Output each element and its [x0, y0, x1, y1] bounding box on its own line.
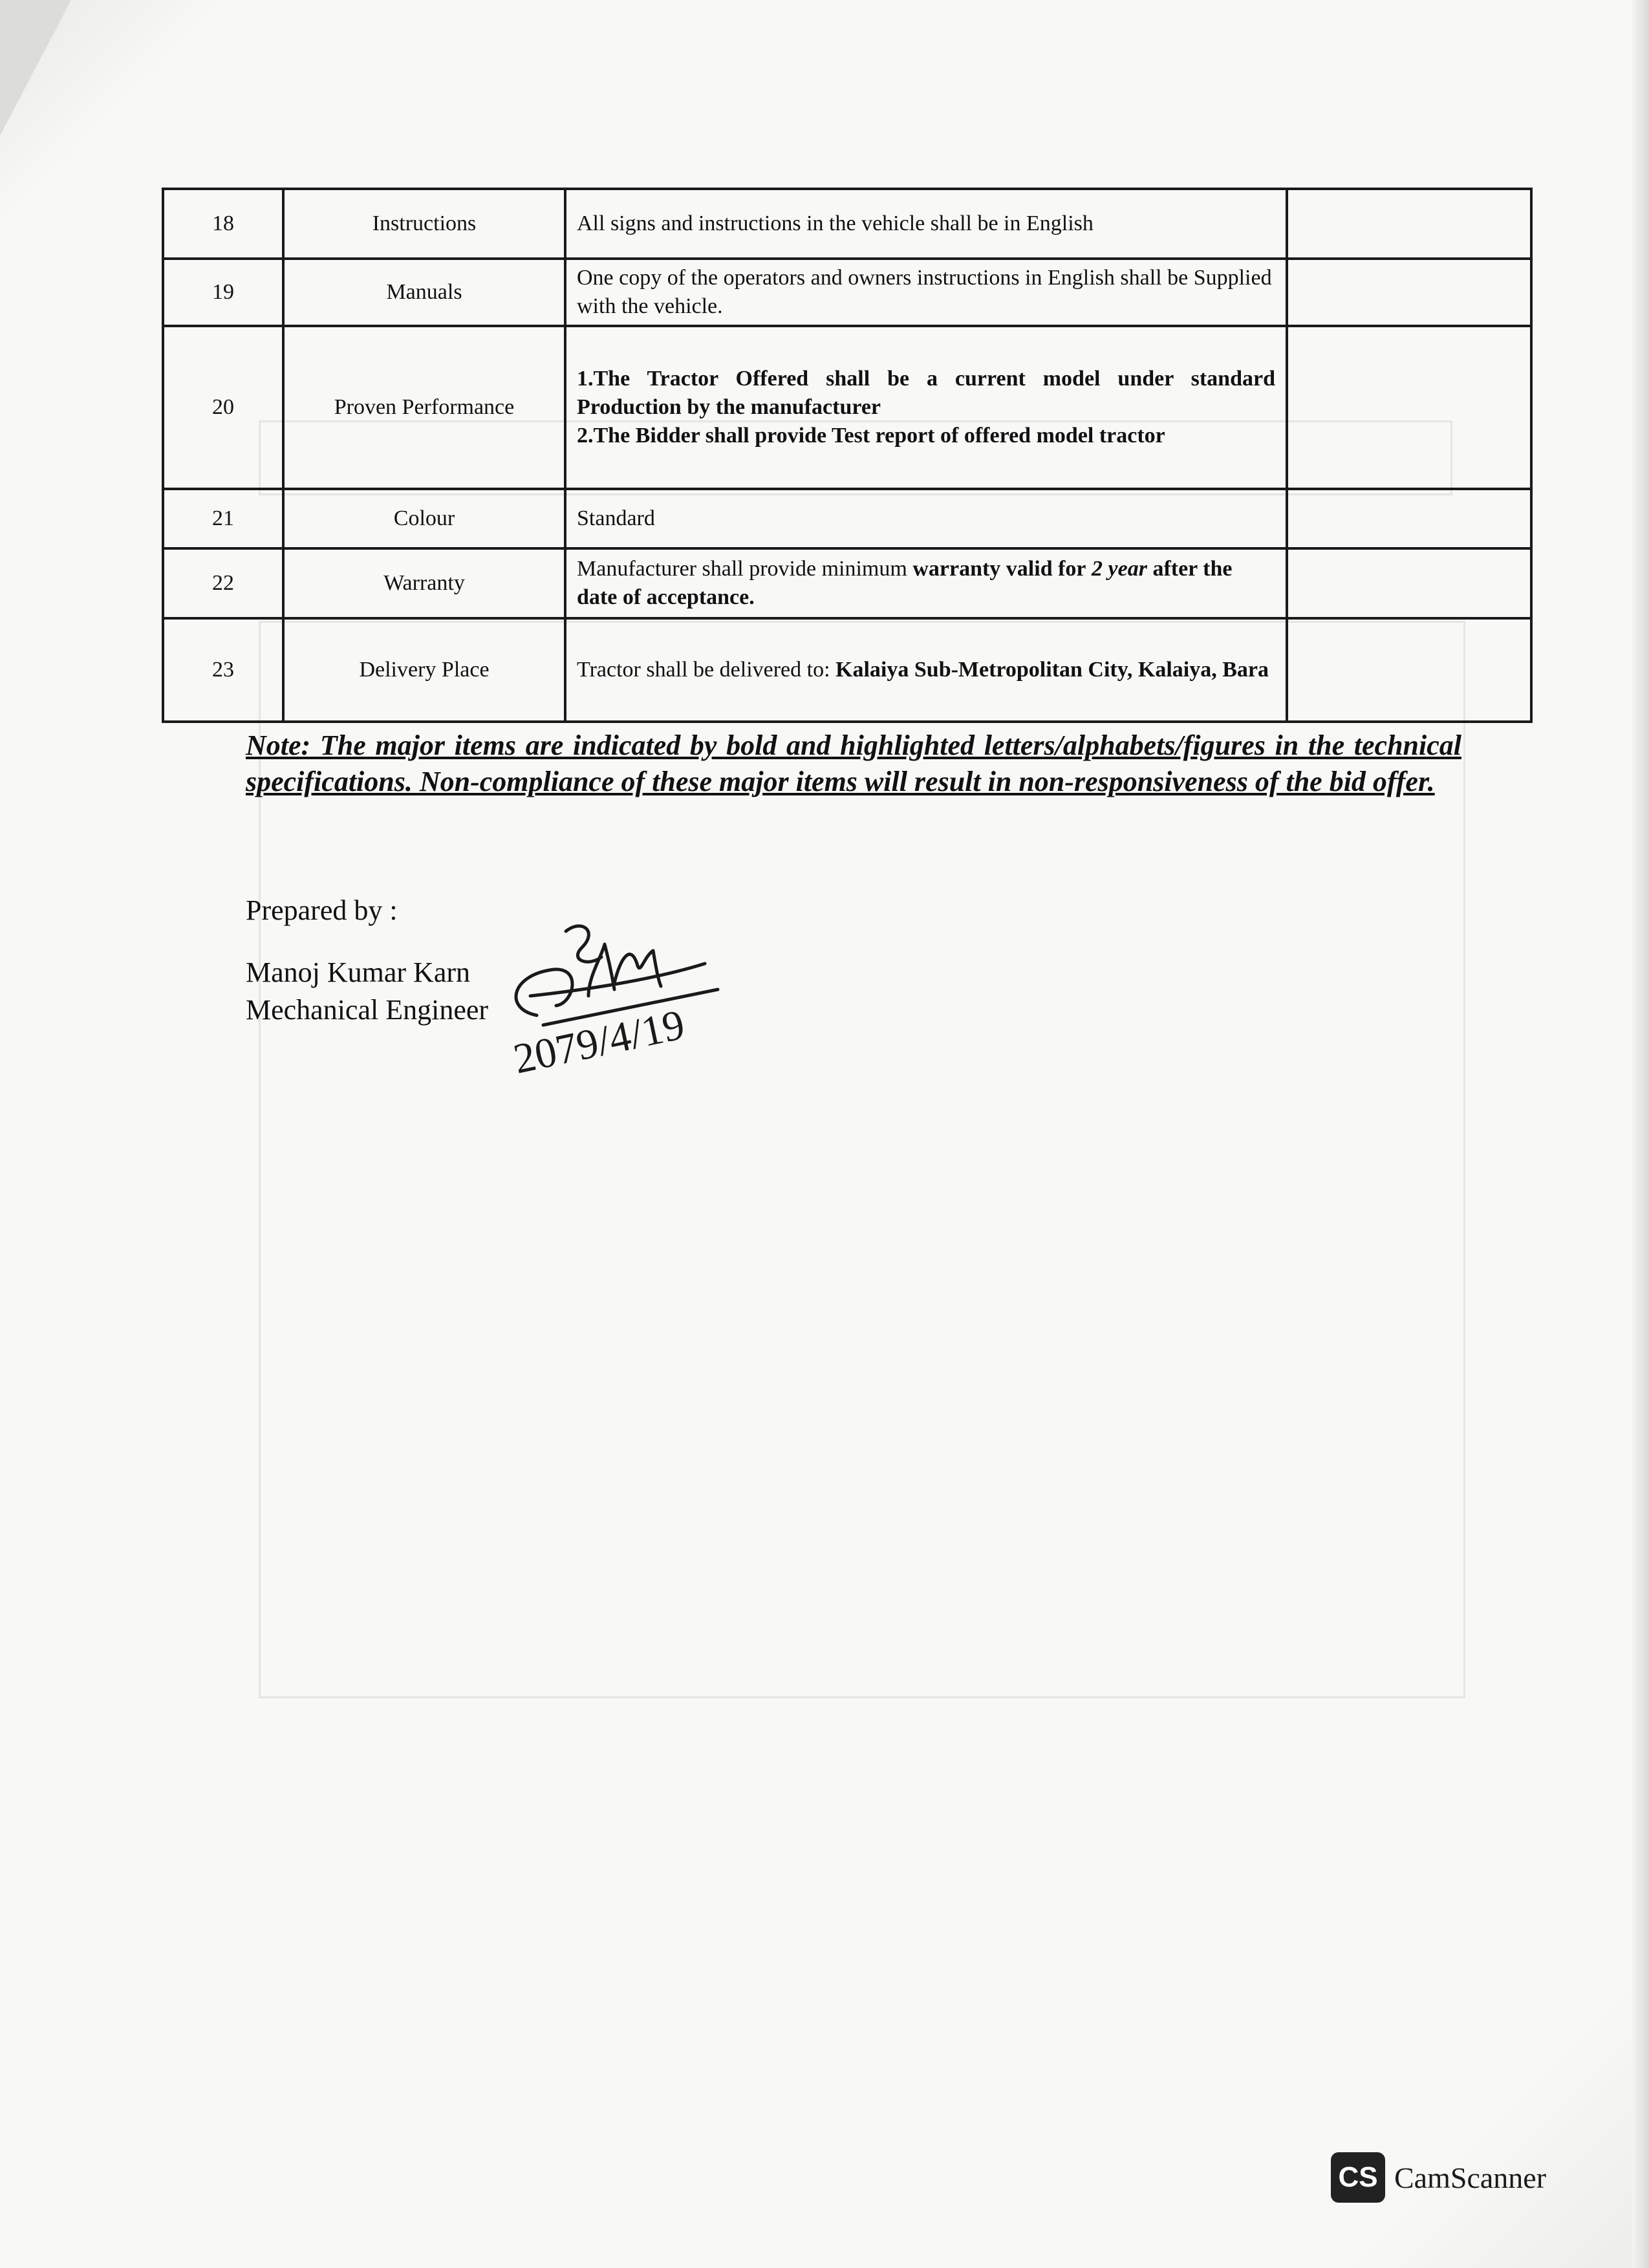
preparer-name: Manoj Kumar Karn [246, 956, 471, 988]
row-item-name: Delivery Place [283, 618, 565, 722]
prepared-by-label: Prepared by : [246, 894, 398, 926]
table-row [163, 259, 1531, 326]
folded-corner [0, 0, 71, 136]
row-description: One copy of the operators and owners instructions in English shall be Supplied with the vehicle. [565, 259, 1287, 326]
row-number: 20 [163, 326, 283, 489]
table-row [163, 189, 1531, 259]
table-row [163, 489, 1531, 548]
description-line: 2.The Bidder shall provide Test report of offered model tractor [577, 424, 1165, 448]
row-description: All signs and instructions in the vehicle shall be in English [565, 189, 1287, 259]
row-number: 23 [163, 618, 283, 722]
table-row [163, 326, 1531, 489]
row-number: 22 [163, 548, 283, 618]
description-text: Tractor shall be delivered to: [577, 658, 830, 682]
row-item-name: Warranty [283, 548, 565, 618]
row-description [565, 326, 1287, 489]
row-item-name: Proven Performance [283, 326, 565, 489]
row-description [565, 618, 1287, 722]
row-remark-cell [1287, 548, 1531, 618]
row-item-name: Colour [283, 489, 565, 548]
row-number: 21 [163, 489, 283, 548]
row-number: 18 [163, 189, 283, 259]
preparer-title: Mechanical Engineer [246, 994, 489, 1026]
camscanner-watermark [1331, 2152, 1546, 2203]
specification-table [162, 188, 1533, 723]
description-text: Manufacturer shall provide minimum [577, 557, 907, 581]
row-remark-cell [1287, 259, 1531, 326]
description-number: 2 [1092, 557, 1103, 581]
note-paragraph: Note: The major items are indicated by bold and highlighted letters/alphabets/figures in the technical specifications. Non-compliance of these major items will result in non-responsiveness of the bid offer. [246, 729, 1461, 797]
row-description [565, 548, 1287, 618]
table-row [163, 548, 1531, 618]
row-remark-cell [1287, 189, 1531, 259]
handwritten-signature [491, 918, 737, 1086]
description-italic: year [1108, 557, 1147, 581]
description-bold: Kalaiya Sub-Metropolitan City, Kalaiya, Bara [835, 658, 1269, 682]
row-number: 19 [163, 259, 283, 326]
row-item-name: Manuals [283, 259, 565, 326]
camscanner-logo-icon: CS [1331, 2152, 1385, 2203]
row-description: Standard [565, 489, 1287, 548]
description-bold: warranty valid for [912, 557, 1086, 581]
row-remark-cell [1287, 618, 1531, 722]
description-text: after the date of acceptance. [577, 557, 1233, 609]
camscanner-label: CamScanner [1394, 2161, 1547, 2194]
table-row [163, 618, 1531, 722]
page-edge-shadow [1632, 0, 1649, 2268]
row-remark-cell [1287, 326, 1531, 489]
signature-date: 2079/4/19 [509, 1000, 689, 1083]
row-item-name: Instructions [283, 189, 565, 259]
description-line: 1.The Tractor Offered shall be a current model under standard Production by the manufacturer [577, 367, 1275, 419]
row-remark-cell [1287, 489, 1531, 548]
